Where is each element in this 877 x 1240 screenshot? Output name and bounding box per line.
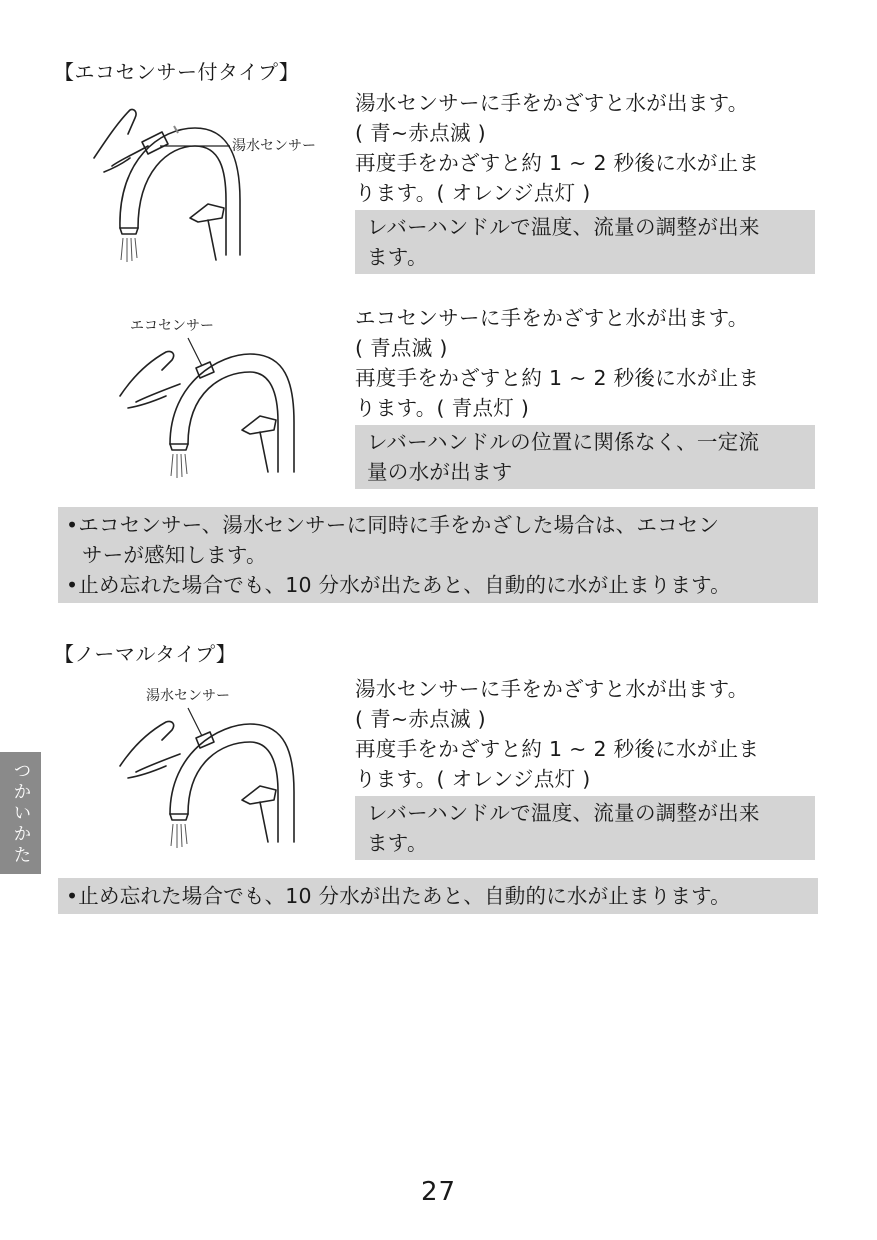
- note-line: レバーハンドルで温度、流量の調整が出来: [367, 215, 760, 239]
- instruction-line: 再度手をかざすと約 1 ~ 2 秒後に水が止ま: [355, 151, 760, 175]
- instruction-line: ります。( 青点灯 ): [355, 396, 530, 420]
- section-heading-eco: 【エコセンサー付タイプ】: [54, 60, 300, 84]
- note-line: レバーハンドルの位置に関係なく、一定流: [367, 430, 760, 454]
- bullet-note-continued: サーが感知します。: [82, 543, 267, 567]
- instruction-line: 湯水センサーに手をかざすと水が出ます。: [355, 91, 749, 115]
- faucet-illustration-hot-cold-sensor: [90, 100, 335, 275]
- section-heading-normal: 【ノーマルタイプ】: [54, 642, 237, 666]
- bullet-note: •エコセンサー、湯水センサーに同時に手をかざした場合は、エコセン: [66, 513, 720, 537]
- instruction-line: 湯水センサーに手をかざすと水が出ます。: [355, 677, 749, 701]
- instruction-line: 再度手をかざすと約 1 ~ 2 秒後に水が止ま: [355, 366, 760, 390]
- note-box: [355, 210, 815, 274]
- faucet-illustration-normal: [110, 682, 310, 852]
- note-line: ます。: [367, 245, 428, 269]
- eco-bullet-notes: [58, 507, 818, 603]
- note-line: ます。: [367, 831, 428, 855]
- note-line: 量の水が出ます: [367, 460, 513, 484]
- side-chapter-tab: [0, 752, 41, 874]
- instruction-block-1: [355, 88, 815, 274]
- normal-bullet-notes: [58, 878, 818, 914]
- instruction-block-3: [355, 674, 815, 860]
- page-number: 27: [420, 1177, 457, 1207]
- callout-label: 湯水センサー: [146, 688, 230, 704]
- instruction-line: ります。( オレンジ点灯 ): [355, 767, 591, 791]
- instruction-block-2: [355, 303, 815, 489]
- instruction-line: ります。( オレンジ点灯 ): [355, 181, 591, 205]
- callout-label: エコセンサー: [130, 318, 214, 334]
- callout-label: 湯水センサー: [232, 138, 316, 154]
- note-line: レバーハンドルで温度、流量の調整が出来: [367, 801, 760, 825]
- note-box: [355, 425, 815, 489]
- side-tab-label: つかいかた: [10, 760, 32, 866]
- instruction-line: ( 青~赤点滅 ): [355, 121, 486, 145]
- instruction-line: ( 青~赤点滅 ): [355, 707, 486, 731]
- bullet-note: •止め忘れた場合でも、10 分水が出たあと、自動的に水が止まります。: [66, 884, 731, 908]
- instruction-line: 再度手をかざすと約 1 ~ 2 秒後に水が止ま: [355, 737, 760, 761]
- bullet-note: •止め忘れた場合でも、10 分水が出たあと、自動的に水が止まります。: [66, 573, 731, 597]
- instruction-line: エコセンサーに手をかざすと水が出ます。: [355, 306, 749, 330]
- note-box: [355, 796, 815, 860]
- instruction-line: ( 青点滅 ): [355, 336, 448, 360]
- faucet-illustration-eco-sensor: [110, 312, 310, 482]
